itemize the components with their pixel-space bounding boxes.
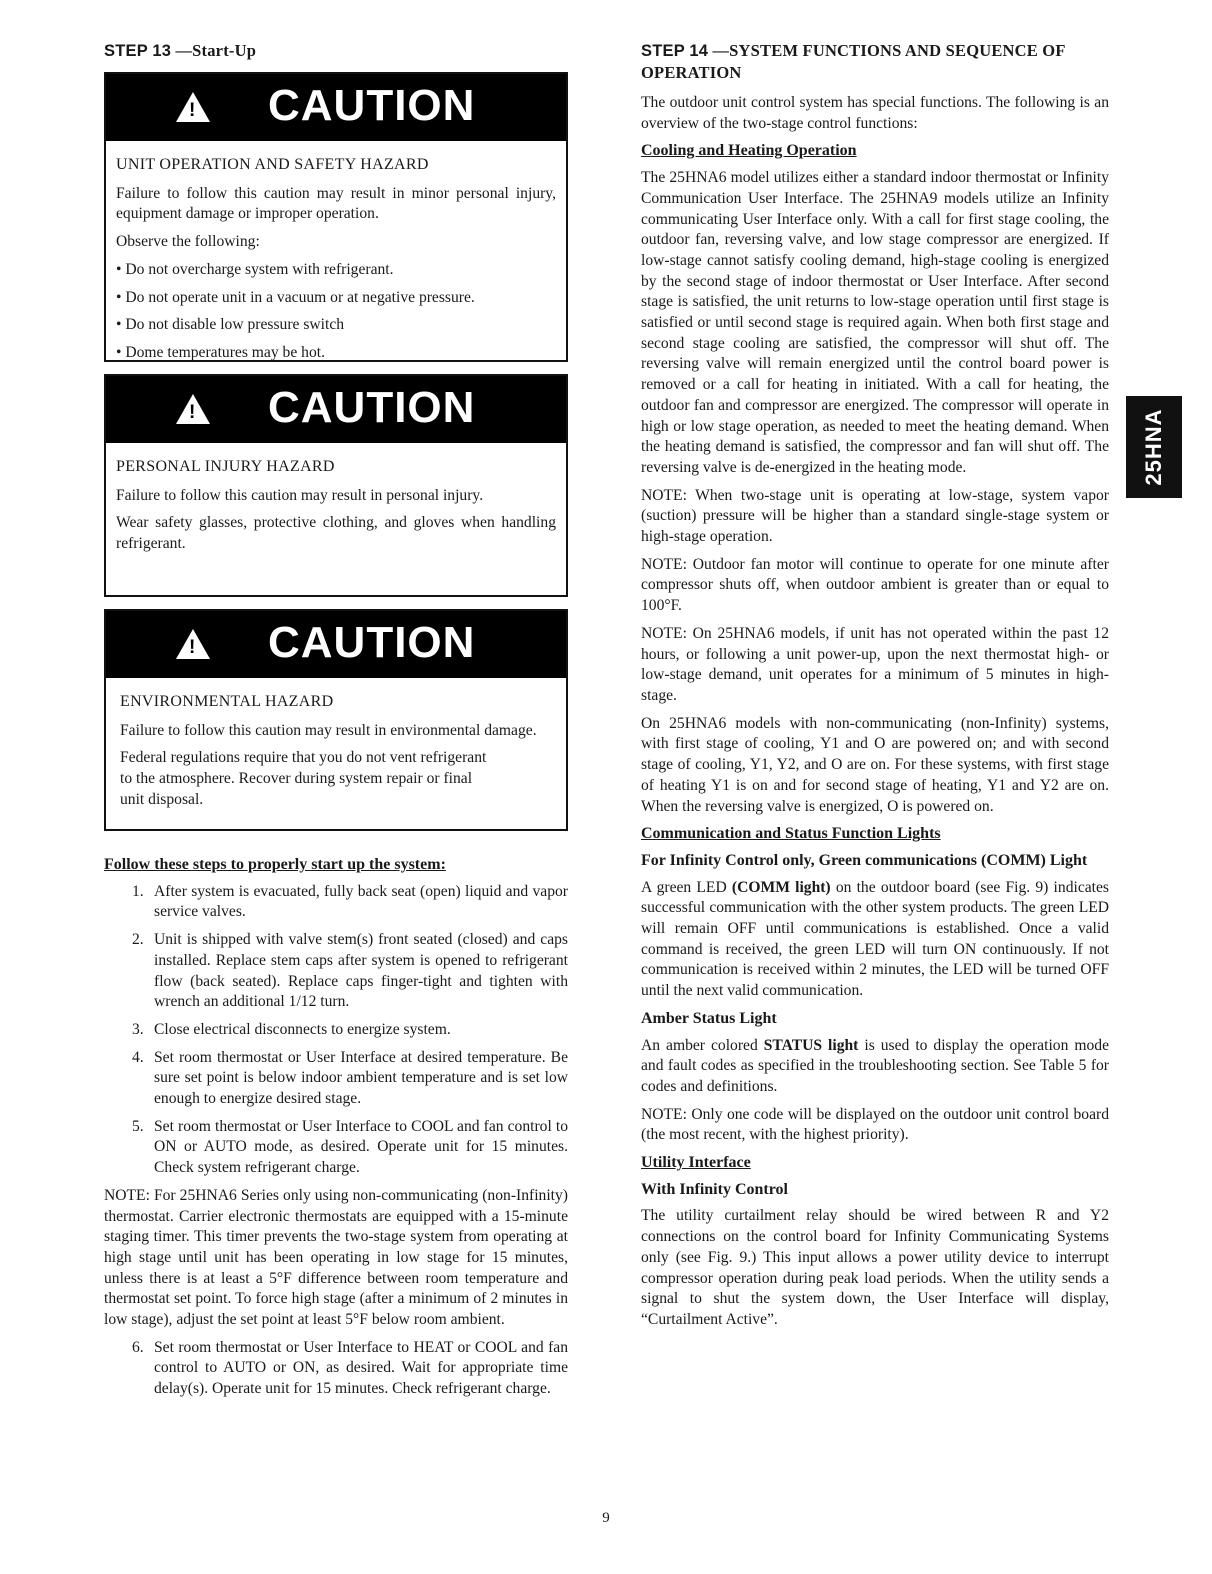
amber-status-heading: Amber Status Light — [641, 1009, 777, 1027]
step-14-heading — [641, 40, 1109, 83]
hazard-title: ENVIRONMENTAL HAZARD — [120, 693, 334, 710]
warning-triangle-icon — [176, 629, 210, 659]
side-tab-label: 25HNA — [1141, 408, 1166, 486]
caution-bullet: • Dome temperatures may be hot. — [116, 343, 325, 361]
list-item: 2. Unit is shipped with valve stem(s) front seated (closed) and caps installed. Replace stem caps after system is opened to refrigerant flow (back seated). Replace caps finger-tight and tighten with wrench an additional 1/12 turn. — [132, 931, 568, 1011]
note-label: NOTE: — [641, 555, 687, 573]
list-item: 6. Set room thermostat or User Interface to HEAT or COOL and fan control to AUTO or ON, as desired. Wait for appropriate time delay(s). Operate unit for 15 minutes. Check refrigerant charge. — [132, 1338, 568, 1398]
steps-heading: Follow these steps to properly start up the system: — [104, 856, 446, 873]
right-column — [641, 40, 1109, 1331]
caution-text: Federal regulations require that you do not vent refrigerant to the atmosphere. Recover during system repair or final unit disposal. — [120, 749, 487, 808]
cooling-heating-text: The 25HNA6 model utilizes either a standard indoor thermostat or Infinity Communication User Interface. The 25HNA9 models utilize an Infinity communicating User Interface only. With a call for first stage cooling, the outdoor fan, reversing valve, and low stage compressor are energized. If low-stage cannot satisfy cooling demand, high-stage cooling is energized by the second stage of indoor thermostat or User Interface. After second stage is satisfied, the unit returns to low-stage operation until first stage is satisfied or until second stage is required again. When both first stage and second stage cooling are satisfied, the compressor will shut off. The reversing valve will remain energized until the control board power is removed or a call for heating in initiated. With a call for heating, the outdoor fan and compressor are energized. The compressor will operate in high or low stage operation, as needed to meet the heating demand. When the heating demand is satisfied, the compressor and fan will shut off. The reversing valve is de-energized in the heating mode. — [641, 169, 1109, 476]
comm-light-subheading: For Infinity Control only, Green communications (COMM) Light — [641, 851, 1088, 869]
step-14-title: —SYSTEM FUNCTIONS AND SEQUENCE OF OPERATION — [641, 41, 1066, 82]
caution-box-environmental — [104, 609, 568, 831]
caution-text: Failure to follow this caution may result in personal injury. — [116, 486, 484, 504]
caution-banner — [106, 611, 566, 678]
note-text: For 25HNA6 Series only using non-communicating (non-Infinity) thermostat. Carrier electronic thermostats are equipped with a 15-minute staging timer. This timer prevents the two-stage system from operating at high stage until unit has been operating in low stage for 15 minutes, unless there is at least a 5°F difference between room temperature and thermostat set point. To force high stage (after a minimum of 2 minutes in low stage), adjust the set point at least 5°F below room ambient. — [104, 1186, 568, 1329]
amber-status-paragraph: An amber colored STATUS light is used to display the operation mode and fault codes as specified in the troubleshooting section. See Table 5 for codes and definitions. — [641, 1036, 1109, 1095]
step-13-title: —Start-Up — [171, 41, 257, 60]
note-paragraph: NOTE: On 25HNA6 models, if unit has not operated within the past 12 hours, or following a unit power-up, upon the next thermostat high- or low-stage demand, unit operates for a minimum of 5 minutes in high-stage. — [641, 624, 1109, 704]
list-item: 1. After system is evacuated, fully back seat (open) liquid and vapor service valves. — [132, 882, 568, 921]
step-14-label: STEP 14 — [641, 42, 709, 60]
caution-banner — [106, 376, 566, 443]
startup-steps-list — [104, 882, 568, 1179]
warning-triangle-icon — [176, 92, 210, 122]
page-number: 9 — [602, 1510, 610, 1526]
caution-banner — [106, 74, 566, 141]
caution-text: Wear safety glasses, protective clothing, and gloves when handling refrigerant. — [116, 514, 556, 553]
caution-bullet: • Do not overcharge system with refrigerant. — [116, 260, 394, 278]
utility-paragraph: The utility curtailment relay should be wired between R and Y2 connections on the control board for Infinity Communicating Systems only (see Fig. 9.) This input allows a power utility device to interrupt compressor operation during peak load periods. When the utility sends a signal to shut the system down, the User Interface will display, “Curtailment Active”. — [641, 1207, 1109, 1328]
caution-box-unit-operation — [104, 72, 568, 362]
caution-label: CAUTION — [268, 81, 476, 130]
step-13-heading — [104, 40, 568, 62]
non-communicating-paragraph: On 25HNA6 models with non-communicating (non-Infinity) systems, with first stage of cooling, Y1 and O are powered on; and with second stage of cooling, Y1, Y2, and O are on. For these systems, with first stage of heating Y1 is on and for second stage of heating, Y1 and Y2 are on. When the reversing valve is energized, O is powered on. — [641, 714, 1109, 815]
caution-label: CAUTION — [268, 618, 476, 667]
caution-bullet: • Do not operate unit in a vacuum or at negative pressure. — [116, 288, 475, 306]
utility-interface-heading: Utility Interface — [641, 1154, 751, 1172]
infinity-control-subheading: With Infinity Control — [641, 1180, 788, 1198]
comm-light-paragraph: A green LED (COMM light) on the outdoor board (see Fig. 9) indicates successful communication with the other system products. The green LED will remain OFF until communications is established. Once a valid command is received, the green LED will turn ON continuously. If not communication is received within 2 minutes, the LED will be turned OFF until the next valid communication. — [641, 878, 1109, 1000]
intro-paragraph: The outdoor unit control system has special functions. The following is an overview of the two-stage control functions: — [641, 94, 1109, 132]
cooling-heating-heading: Cooling and Heating Operation — [641, 142, 857, 160]
model-side-tab — [1126, 396, 1182, 498]
caution-box-personal-injury — [104, 374, 568, 597]
note-label: NOTE: — [104, 1186, 150, 1204]
warning-triangle-icon — [176, 394, 210, 424]
note-paragraph: NOTE: When two-stage unit is operating at low-stage, system vapor (suction) pressure will be higher than a standard single-stage system or high-stage operation. — [641, 486, 1109, 546]
caution-bullet: • Do not disable low pressure switch — [116, 316, 345, 334]
note-label: NOTE: — [641, 1105, 687, 1123]
note-paragraph: NOTE: Only one code will be displayed on the outdoor unit control board (the most recent, with the highest priority). — [641, 1105, 1109, 1144]
step-13-label: STEP 13 — [104, 42, 172, 60]
note-paragraph — [104, 1186, 568, 1331]
list-item: 4. Set room thermostat or User Interface at desired temperature. Be sure set point is below indoor ambient temperature and is set low enough to energize desired stage. — [132, 1048, 568, 1108]
note-paragraph: NOTE: Outdoor fan motor will continue to operate for one minute after compressor shuts off, when outdoor ambient is greater than or equal to 100°F. — [641, 555, 1109, 615]
comm-status-heading: Communication and Status Function Lights — [641, 825, 941, 843]
observe-label: Observe the following: — [116, 233, 260, 251]
left-column — [104, 40, 568, 1407]
caution-text: Failure to follow this caution may result in minor personal injury, equipment damage or improper operation. — [116, 184, 556, 223]
hazard-title: PERSONAL INJURY HAZARD — [116, 458, 335, 475]
list-item: 5. Set room thermostat or User Interface to COOL and fan control to ON or AUTO mode, as desired. Operate unit for 15 minutes. Check system refrigerant charge. — [132, 1117, 568, 1177]
caution-label: CAUTION — [268, 383, 476, 432]
list-item: 3. Close electrical disconnects to energize system. — [132, 1020, 451, 1038]
caution-text: Failure to follow this caution may result in environmental damage. — [120, 721, 537, 739]
note-label: NOTE: — [641, 486, 687, 504]
note-label: NOTE: — [641, 624, 687, 642]
hazard-title: UNIT OPERATION AND SAFETY HAZARD — [116, 156, 429, 173]
startup-steps-list-continued — [104, 1338, 568, 1400]
